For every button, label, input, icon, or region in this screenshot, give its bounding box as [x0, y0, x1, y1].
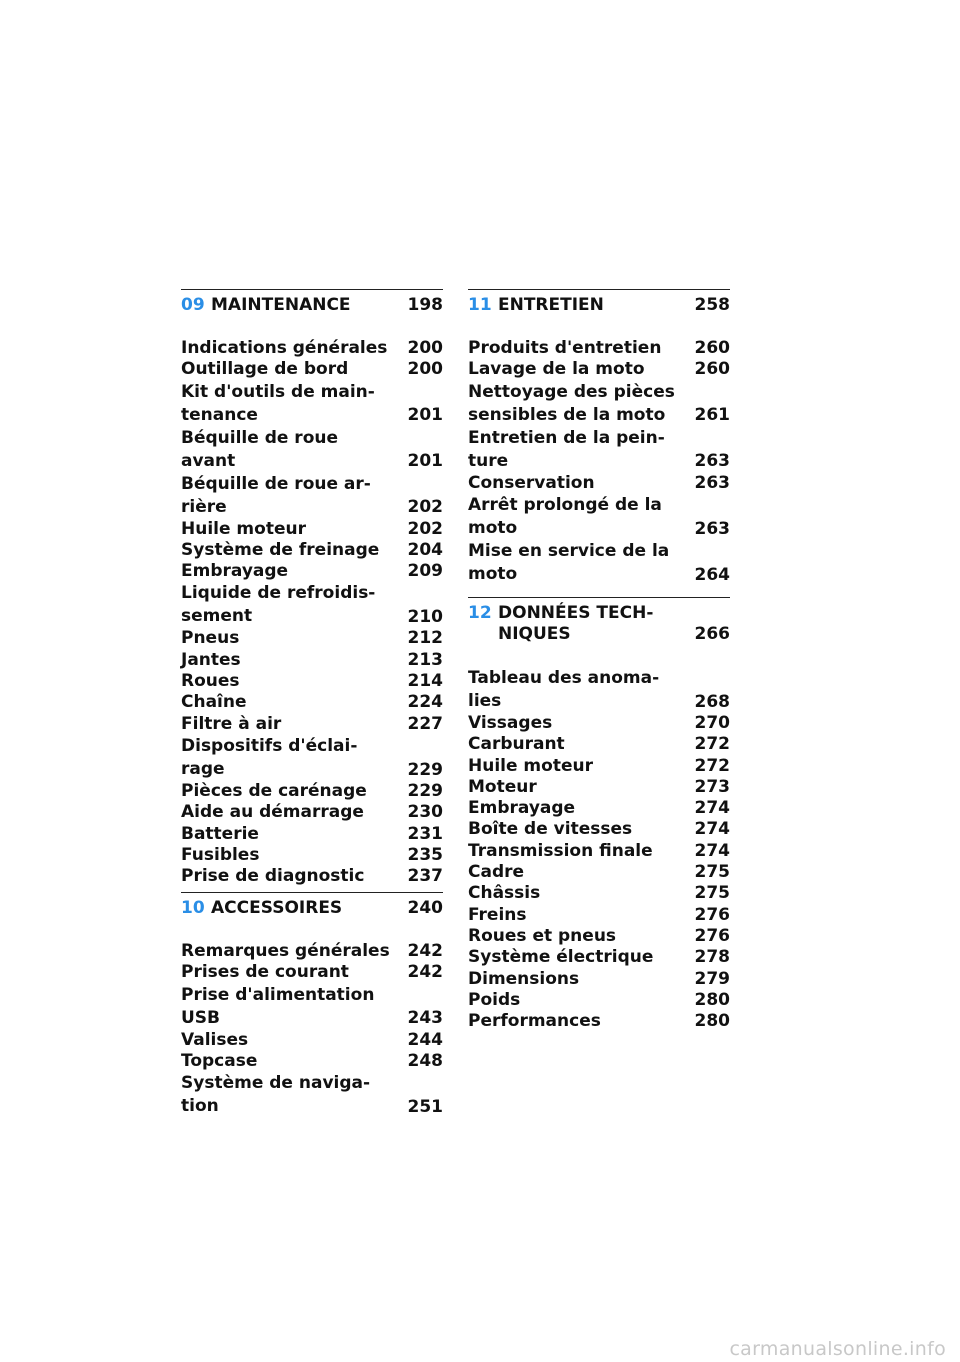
toc-entry-label: Cadre: [468, 862, 525, 883]
toc-entry-label: Dispositifs d'éclai- rage: [181, 735, 358, 779]
chapter-title: ACCESSOIRES: [211, 898, 343, 918]
chapter-number: 09: [181, 295, 205, 315]
toc-entry-label: Embrayage: [181, 561, 289, 582]
toc-entry-label: Freins: [468, 904, 527, 925]
section-rule: [468, 289, 730, 290]
toc-entry[interactable]: [181, 473, 443, 519]
toc-section-12: [468, 597, 730, 1032]
toc-entry-page-number: 224: [407, 692, 443, 713]
toc-entry[interactable]: [468, 990, 730, 1011]
toc-entry-page-number: 274: [694, 840, 730, 861]
toc-entry[interactable]: [181, 1072, 443, 1118]
toc-entry-page-number: 244: [407, 1029, 443, 1050]
toc-entry-label: Système de naviga- tion: [181, 1073, 371, 1117]
chapter-number: 12: [468, 603, 492, 623]
toc-entry-page-number: 275: [694, 883, 730, 904]
toc-entry-list: [468, 338, 730, 586]
toc-entry-label: Kit d'outils de main- tenance: [181, 381, 375, 425]
toc-entry-page-number: 227: [407, 713, 443, 734]
toc-entry-label: Fusibles: [181, 844, 260, 865]
toc-entry-page-number: 270: [694, 713, 730, 733]
toc-entry-label: Système de freinage: [181, 539, 380, 560]
toc-entry-label: Produits d'entretien: [468, 338, 662, 358]
toc-entry[interactable]: [468, 862, 730, 883]
toc-entry-page-number: 261: [694, 405, 730, 426]
toc-entry[interactable]: [181, 1051, 443, 1072]
toc-entry-page-number: 275: [694, 862, 730, 883]
chapter-page-number: 198: [407, 295, 443, 315]
toc-entry[interactable]: [181, 338, 443, 359]
toc-entry-page-number: 273: [694, 776, 730, 797]
toc-entry[interactable]: [181, 802, 443, 823]
toc-entry-label: Dimensions: [468, 968, 580, 989]
toc-entry-label: Pièces de carénage: [181, 780, 367, 801]
chapter-title: MAINTENANCE: [211, 295, 351, 315]
toc-entry[interactable]: [468, 381, 730, 427]
toc-entry-page-number: 263: [694, 518, 730, 539]
toc-entry-label: Prise d'alimentation USB: [181, 984, 375, 1028]
toc-entry-label: Filtre à air: [181, 713, 282, 734]
chapter-number: 10: [181, 898, 205, 918]
toc-entry-label: Béquille de roue avant: [181, 427, 339, 471]
toc-entry-list: [181, 338, 443, 887]
chapter-heading[interactable]: [181, 898, 443, 919]
toc-entry[interactable]: [468, 756, 730, 777]
toc-entry-page-number: 272: [694, 755, 730, 776]
toc-entry-page-number: 274: [694, 798, 730, 819]
toc-entry[interactable]: [181, 519, 443, 540]
toc-entry-label: Outillage de bord: [181, 359, 349, 380]
toc-entry-label: Carburant: [468, 734, 565, 755]
toc-section-09: [181, 289, 443, 887]
toc-entry-page-number: 272: [694, 734, 730, 755]
toc-entry-page-number: 235: [407, 844, 443, 865]
toc-entry[interactable]: [181, 381, 443, 427]
chapter-page-number: 258: [694, 295, 730, 315]
toc-entry-label: Chaîne: [181, 692, 247, 713]
toc-entry-page-number: 237: [407, 866, 443, 887]
toc-entry[interactable]: [468, 841, 730, 862]
toc-entry-page-number: 264: [694, 564, 730, 585]
toc-entry[interactable]: [468, 883, 730, 904]
toc-entry-page-number: 251: [407, 1096, 443, 1117]
toc-entry[interactable]: [181, 628, 443, 649]
toc-entry[interactable]: [468, 819, 730, 840]
toc-section-11: [468, 289, 730, 586]
chapter-heading[interactable]: [468, 603, 730, 645]
toc-entry-label: Poids: [468, 989, 521, 1010]
chapter-title: DONNÉES TECH- NIQUES: [498, 603, 654, 644]
toc-entry-label: Mise en service de la moto: [468, 540, 670, 584]
toc-entry-page-number: 210: [407, 607, 443, 628]
toc-entry-label: Arrêt prolongé de la moto: [468, 494, 662, 538]
toc-entry[interactable]: [468, 667, 730, 713]
toc-entry[interactable]: [468, 713, 730, 734]
toc-entry[interactable]: [181, 427, 443, 473]
toc-entry[interactable]: [181, 962, 443, 983]
chapter-title: ENTRETIEN: [498, 295, 604, 315]
toc-entry[interactable]: [468, 494, 730, 540]
toc-entry[interactable]: [468, 359, 730, 380]
watermark: carmanualsonline.info: [729, 1338, 946, 1360]
toc-entry[interactable]: [468, 798, 730, 819]
toc-entry-page-number: 279: [694, 968, 730, 989]
toc-entry-page-number: 276: [694, 925, 730, 946]
toc-entry[interactable]: [181, 582, 443, 628]
section-rule: [181, 289, 443, 290]
toc-entry-label: Béquille de roue ar- rière: [181, 473, 371, 517]
toc-entry-label: Aide au démarrage: [181, 802, 364, 823]
chapter-heading[interactable]: [181, 295, 443, 316]
toc-entry[interactable]: [181, 714, 443, 735]
chapter-page-number: 240: [407, 898, 443, 918]
toc-entry-page-number: 212: [407, 628, 443, 649]
toc-entry[interactable]: [468, 926, 730, 947]
toc-entry-label: Prise de diagnostic: [181, 866, 365, 887]
toc-entry-page-number: 231: [407, 823, 443, 844]
toc-entry-label: Performances: [468, 1011, 601, 1032]
toc-entry-page-number: 214: [407, 671, 443, 692]
toc-entry-label: Moteur: [468, 776, 537, 797]
toc-entry[interactable]: [468, 427, 730, 473]
toc-entry-label: Châssis: [468, 883, 541, 904]
toc-entry[interactable]: [468, 338, 730, 359]
toc-entry-label: Prises de courant: [181, 962, 349, 983]
toc-entry-label: Système électrique: [468, 947, 654, 968]
toc-entry[interactable]: [181, 650, 443, 671]
chapter-page-number: 266: [694, 624, 730, 644]
chapter-heading[interactable]: [468, 295, 730, 316]
toc-entry-page-number: 276: [694, 904, 730, 925]
toc-entry[interactable]: [468, 777, 730, 798]
toc-entry-label: Indications générales: [181, 338, 388, 358]
section-rule: [181, 892, 443, 893]
toc-section-10: [181, 892, 443, 1118]
toc-entry-list: [181, 941, 443, 1118]
toc-entry[interactable]: [468, 905, 730, 926]
toc-entry[interactable]: [468, 969, 730, 990]
toc-entry-label: Pneus: [181, 628, 240, 649]
toc-entry[interactable]: [468, 734, 730, 755]
toc-entry-label: Roues: [181, 671, 240, 692]
toc-entry-label: Conservation: [468, 472, 595, 493]
toc-entry-page-number: 201: [407, 405, 443, 426]
toc-entry-label: Roues et pneus: [468, 925, 617, 946]
toc-entry-list: [468, 667, 730, 1032]
toc-entry-page-number: 204: [407, 539, 443, 560]
toc-entry[interactable]: [468, 540, 730, 586]
toc-entry-label: Boîte de vitesses: [468, 819, 633, 840]
toc-entry[interactable]: [181, 1030, 443, 1051]
toc-entry[interactable]: [468, 947, 730, 968]
section-rule: [468, 597, 730, 598]
toc-entry-page-number: 260: [694, 359, 730, 380]
toc-entry-page-number: 200: [407, 359, 443, 380]
toc-entry-label: Huile moteur: [468, 755, 593, 776]
toc-entry[interactable]: [181, 941, 443, 962]
toc-entry-label: Entretien de la pein- ture: [468, 427, 665, 471]
toc-entry[interactable]: [181, 781, 443, 802]
toc-entry[interactable]: [181, 692, 443, 713]
toc-entry-label: Jantes: [181, 649, 241, 670]
toc-entry[interactable]: [468, 1011, 730, 1032]
toc-entry[interactable]: [181, 540, 443, 561]
toc-entry[interactable]: [181, 735, 443, 781]
toc-entry-page-number: 202: [407, 518, 443, 539]
toc-entry-page-number: 213: [407, 649, 443, 670]
toc-entry[interactable]: [181, 984, 443, 1030]
toc-entry[interactable]: [468, 473, 730, 494]
toc-entry-page-number: 268: [694, 691, 730, 712]
toc-entry-label: Embrayage: [468, 798, 576, 819]
toc-entry[interactable]: [181, 561, 443, 582]
toc-entry-label: Vissages: [468, 713, 553, 733]
toc-entry-page-number: 280: [694, 989, 730, 1010]
toc-entry-label: Tableau des anoma- lies: [468, 668, 660, 711]
toc-entry-label: Liquide de refroidis- sement: [181, 583, 376, 627]
toc-entry-page-number: 263: [694, 472, 730, 493]
toc-entry-page-number: 242: [407, 941, 443, 961]
toc-entry-label: Batterie: [181, 823, 259, 844]
toc-entry-page-number: 243: [407, 1008, 443, 1029]
toc-entry-page-number: 202: [407, 497, 443, 518]
toc-entry[interactable]: [181, 845, 443, 866]
toc-entry-page-number: 229: [407, 759, 443, 780]
toc-entry[interactable]: [181, 671, 443, 692]
toc-entry-page-number: 263: [694, 451, 730, 472]
toc-entry-page-number: 201: [407, 451, 443, 472]
toc-entry-page-number: 230: [407, 802, 443, 823]
toc-entry-page-number: 200: [407, 338, 443, 358]
toc-entry[interactable]: [181, 866, 443, 887]
toc-entry-label: Valises: [181, 1029, 249, 1050]
toc-entry-page-number: 209: [407, 561, 443, 582]
toc-entry-label: Topcase: [181, 1050, 258, 1071]
toc-entry-label: Nettoyage des pièces sensibles de la moto: [468, 381, 675, 425]
toc-entry[interactable]: [181, 359, 443, 380]
toc-entry[interactable]: [181, 824, 443, 845]
toc-entry-label: Remarques générales: [181, 941, 390, 961]
toc-entry-page-number: 274: [694, 819, 730, 840]
toc-entry-page-number: 229: [407, 780, 443, 801]
toc-entry-page-number: 260: [694, 338, 730, 358]
toc-entry-page-number: 248: [407, 1050, 443, 1071]
toc-entry-page-number: 278: [694, 947, 730, 968]
chapter-number: 11: [468, 295, 492, 315]
toc-entry-page-number: 242: [407, 962, 443, 983]
toc-entry-page-number: 280: [694, 1011, 730, 1032]
toc-entry-label: Lavage de la moto: [468, 359, 645, 380]
toc-entry-label: Transmission finale: [468, 840, 653, 861]
toc-entry-label: Huile moteur: [181, 518, 306, 539]
